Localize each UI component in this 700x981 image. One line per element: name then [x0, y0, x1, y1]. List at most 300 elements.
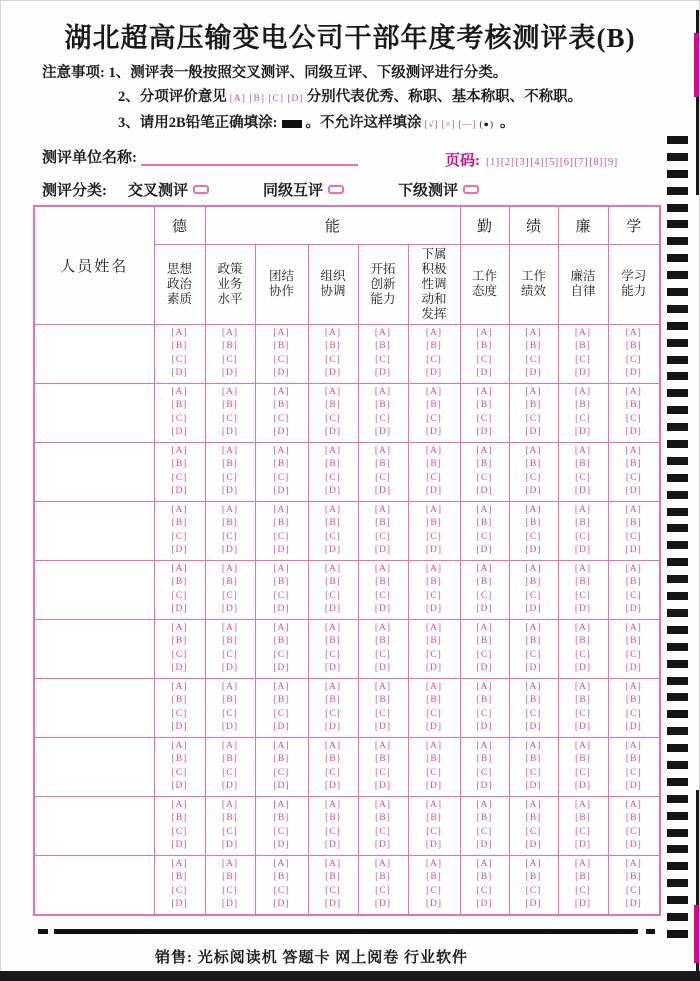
option-bubble[interactable]: [B] [476, 872, 493, 882]
option-bubble[interactable]: [A] [525, 327, 542, 338]
option-bubble[interactable]: [A] [476, 799, 493, 810]
option-bubble[interactable]: [B] [575, 341, 591, 351]
option-bubble[interactable]: [D] [425, 899, 443, 909]
option-bubble[interactable]: [A] [221, 799, 239, 810]
option-bubble[interactable]: [A] [625, 740, 642, 751]
option-bubble[interactable]: [A] [425, 858, 443, 869]
option-bubble[interactable]: [B] [273, 813, 290, 823]
option-bubble[interactable]: [B] [171, 459, 188, 469]
option-bubble[interactable]: [B] [325, 813, 341, 823]
option-bubble[interactable]: [B] [426, 577, 442, 587]
option-bubble[interactable]: [D] [374, 781, 392, 791]
person-name-cell[interactable] [34, 619, 154, 678]
option-bubble[interactable]: [B] [625, 459, 642, 469]
option-bubble[interactable]: [D] [625, 663, 642, 673]
option-bubble[interactable]: [C] [375, 590, 391, 601]
option-bubble[interactable]: [A] [574, 445, 592, 456]
option-bubble[interactable]: [A] [574, 858, 592, 869]
option-bubble[interactable]: [D] [374, 545, 392, 555]
option-bubble[interactable]: [B] [222, 518, 238, 528]
option-bubble[interactable]: [D] [425, 722, 443, 732]
option-bubble[interactable]: [A] [625, 386, 642, 397]
option-bubble[interactable]: [A] [525, 563, 542, 574]
option-bubble[interactable]: [A] [273, 681, 290, 692]
option-bubble[interactable]: [B] [625, 400, 642, 410]
option-bubble[interactable]: [B] [625, 872, 642, 882]
option-bubble[interactable]: [B] [375, 341, 391, 351]
option-bubble[interactable]: [C] [273, 649, 290, 660]
option-bubble[interactable]: [D] [273, 486, 290, 496]
option-bubble[interactable]: [B] [375, 695, 391, 705]
option-bubble[interactable]: [D] [574, 604, 592, 614]
option-bubble[interactable]: [A] [273, 386, 290, 397]
option-bubble[interactable]: [B] [476, 577, 493, 587]
option-bubble[interactable]: [A] [374, 504, 392, 515]
option-bubble[interactable]: [B] [525, 754, 542, 764]
option-bubble[interactable]: [B] [476, 459, 493, 469]
option-bubble[interactable]: [D] [324, 545, 342, 555]
option-bubble[interactable]: [C] [426, 413, 442, 424]
option-bubble[interactable]: [D] [221, 427, 239, 437]
option-bubble[interactable]: [C] [273, 826, 290, 837]
option-bubble[interactable]: [C] [525, 413, 542, 424]
option-bubble[interactable]: [B] [171, 813, 188, 823]
option-bubble[interactable]: [D] [374, 486, 392, 496]
option-bubble[interactable]: [D] [525, 427, 542, 437]
option-bubble[interactable]: [D] [476, 899, 493, 909]
option-bubble[interactable]: [A] [425, 681, 443, 692]
option-bubble[interactable]: [B] [476, 341, 493, 351]
option-bubble[interactable]: [A] [525, 504, 542, 515]
option-bubble[interactable]: [B] [476, 695, 493, 705]
option-bubble[interactable]: [A] [374, 445, 392, 456]
option-bubble[interactable]: [A] [324, 563, 342, 574]
option-bubble[interactable]: [B] [426, 695, 442, 705]
option-bubble[interactable]: [D] [425, 368, 443, 378]
option-bubble[interactable]: [A] [374, 622, 392, 633]
option-bubble[interactable]: [D] [425, 427, 443, 437]
option-bubble[interactable]: [B] [476, 754, 493, 764]
option-bubble[interactable]: [A] [574, 563, 592, 574]
option-bubble[interactable]: [D] [525, 840, 542, 850]
option-bubble[interactable]: [C] [426, 590, 442, 601]
option-bubble[interactable]: [B] [273, 341, 290, 351]
option-bubble[interactable]: [C] [525, 708, 542, 719]
option-bubble[interactable]: [A] [221, 563, 239, 574]
option-bubble[interactable]: [A] [273, 504, 290, 515]
option-bubble[interactable]: [C] [325, 767, 341, 778]
option-bubble[interactable]: [C] [222, 708, 238, 719]
option-bubble[interactable]: [A] [525, 386, 542, 397]
option-bubble[interactable]: [A] [324, 740, 342, 751]
option-bubble[interactable]: [D] [476, 840, 493, 850]
option-bubble[interactable]: [C] [171, 708, 188, 719]
option-bubble[interactable]: [B] [273, 577, 290, 587]
option-bubble[interactable]: [A] [525, 445, 542, 456]
option-bubble[interactable]: [C] [222, 885, 238, 896]
option-bubble[interactable]: [C] [273, 531, 290, 542]
option-bubble[interactable]: [C] [525, 590, 542, 601]
option-bubble[interactable]: [D] [273, 781, 290, 791]
option-bubble[interactable]: [D] [171, 899, 188, 909]
person-name-cell[interactable] [34, 855, 154, 915]
option-bubble[interactable]: [C] [426, 531, 442, 542]
option-bubble[interactable]: [B] [426, 872, 442, 882]
option-bubble[interactable]: [A] [374, 563, 392, 574]
option-bubble[interactable]: [C] [476, 472, 493, 483]
option-bubble[interactable]: [C] [171, 826, 188, 837]
option-bubble[interactable]: [B] [625, 813, 642, 823]
option-bubble[interactable]: [B] [625, 341, 642, 351]
option-bubble[interactable]: [A] [425, 327, 443, 338]
option-bubble[interactable]: [A] [374, 327, 392, 338]
option-bubble[interactable]: [C] [325, 354, 341, 365]
option-bubble[interactable]: [A] [574, 327, 592, 338]
option-bubble[interactable]: [B] [375, 872, 391, 882]
option-bubble[interactable]: [C] [575, 708, 591, 719]
option-bubble[interactable]: [D] [171, 840, 188, 850]
option-bubble[interactable]: [D] [374, 427, 392, 437]
option-bubble[interactable]: [C] [325, 413, 341, 424]
person-name-cell[interactable] [34, 324, 154, 383]
option-bubble[interactable]: [C] [476, 531, 493, 542]
option-bubble[interactable]: [C] [171, 649, 188, 660]
option-bubble[interactable]: [B] [222, 459, 238, 469]
option-bubble[interactable]: [A] [476, 445, 493, 456]
option-bubble[interactable]: [A] [574, 504, 592, 515]
option-bubble[interactable]: [A] [221, 504, 239, 515]
option-bubble[interactable]: [D] [425, 840, 443, 850]
option-bubble[interactable]: [D] [525, 604, 542, 614]
option-bubble[interactable]: [B] [625, 577, 642, 587]
option-bubble[interactable]: [A] [425, 740, 443, 751]
option-bubble[interactable]: [B] [222, 813, 238, 823]
option-bubble[interactable]: [C] [575, 885, 591, 896]
option-bubble[interactable]: [C] [575, 472, 591, 483]
option-bubble[interactable]: [D] [574, 427, 592, 437]
option-bubble[interactable]: [C] [525, 885, 542, 896]
option-bubble[interactable]: [C] [325, 590, 341, 601]
option-bubble[interactable]: [B] [525, 518, 542, 528]
option-bubble[interactable]: [D] [374, 899, 392, 909]
option-bubble[interactable]: [C] [325, 885, 341, 896]
option-bubble[interactable]: [C] [222, 826, 238, 837]
option-bubble[interactable]: [C] [325, 826, 341, 837]
option-bubble[interactable]: [A] [171, 858, 188, 869]
option-bubble[interactable]: [C] [575, 590, 591, 601]
option-bubble[interactable]: [A] [476, 858, 493, 869]
option-bubble[interactable]: [D] [476, 368, 493, 378]
option-bubble[interactable]: [C] [575, 354, 591, 365]
unit-name-input-line[interactable] [141, 150, 358, 166]
option-bubble[interactable]: [B] [525, 459, 542, 469]
option-bubble[interactable]: [B] [575, 813, 591, 823]
option-bubble[interactable]: [B] [476, 636, 493, 646]
option-bubble[interactable]: [D] [476, 722, 493, 732]
option-bubble[interactable]: [A] [476, 681, 493, 692]
option-bubble[interactable]: [C] [625, 590, 642, 601]
option-bubble[interactable]: [A] [171, 622, 188, 633]
option-bubble[interactable]: [D] [574, 781, 592, 791]
option-bubble[interactable]: [C] [222, 413, 238, 424]
option-bubble[interactable]: [A] [525, 740, 542, 751]
option-bubble[interactable]: [C] [375, 708, 391, 719]
option-bubble[interactable]: [B] [325, 577, 341, 587]
option-bubble[interactable]: [B] [525, 341, 542, 351]
option-bubble[interactable]: [D] [476, 545, 493, 555]
option-bubble[interactable]: [C] [476, 708, 493, 719]
option-bubble[interactable]: [D] [171, 722, 188, 732]
option-bubble[interactable]: [D] [171, 427, 188, 437]
option-bubble[interactable]: [D] [574, 486, 592, 496]
option-bubble[interactable]: [D] [171, 663, 188, 673]
option-bubble[interactable]: [D] [273, 663, 290, 673]
option-bubble[interactable]: [C] [273, 590, 290, 601]
option-bubble[interactable]: [C] [625, 708, 642, 719]
option-bubble[interactable]: [A] [476, 740, 493, 751]
option-bubble[interactable]: [D] [374, 604, 392, 614]
option-bubble[interactable]: [A] [574, 386, 592, 397]
option-bubble[interactable]: [C] [325, 531, 341, 542]
page-digit-bubble[interactable]: [9] [604, 157, 618, 168]
option-bubble[interactable]: [A] [324, 858, 342, 869]
option-bubble[interactable]: [C] [476, 649, 493, 660]
option-bubble[interactable]: [B] [476, 518, 493, 528]
option-bubble[interactable]: [C] [222, 472, 238, 483]
option-bubble[interactable]: [D] [324, 486, 342, 496]
option-bubble[interactable]: [A] [476, 386, 493, 397]
option-bubble[interactable]: [A] [425, 799, 443, 810]
person-name-cell[interactable] [34, 383, 154, 442]
option-bubble[interactable]: [D] [324, 722, 342, 732]
option-bubble[interactable]: [C] [273, 413, 290, 424]
option-bubble[interactable]: [D] [574, 722, 592, 732]
option-bubble[interactable]: [B] [575, 577, 591, 587]
option-bubble[interactable]: [C] [325, 472, 341, 483]
option-bubble[interactable]: [C] [426, 767, 442, 778]
option-bubble[interactable]: [D] [625, 368, 642, 378]
person-name-cell[interactable] [34, 737, 154, 796]
option-bubble[interactable]: [A] [425, 622, 443, 633]
option-bubble[interactable]: [B] [273, 518, 290, 528]
option-bubble[interactable]: [B] [222, 400, 238, 410]
option-bubble[interactable]: [A] [221, 622, 239, 633]
option-bubble[interactable]: [A] [324, 622, 342, 633]
option-bubble[interactable]: [A] [324, 445, 342, 456]
option-bubble[interactable]: [B] [222, 754, 238, 764]
option-bubble[interactable]: [B] [325, 695, 341, 705]
option-bubble[interactable]: [C] [525, 649, 542, 660]
option-bubble[interactable]: [D] [374, 840, 392, 850]
option-bubble[interactable]: [C] [625, 649, 642, 660]
option-bubble[interactable]: [C] [426, 472, 442, 483]
option-bubble[interactable]: [C] [575, 826, 591, 837]
page-digit-bubble[interactable]: [7] [574, 157, 589, 168]
option-bubble[interactable]: [B] [525, 636, 542, 646]
option-bubble[interactable]: [C] [222, 354, 238, 365]
option-bubble[interactable]: [B] [171, 754, 188, 764]
option-bubble[interactable]: [D] [625, 722, 642, 732]
option-bubble[interactable]: [D] [324, 604, 342, 614]
option-bubble[interactable]: [B] [222, 695, 238, 705]
option-bubble[interactable]: [A] [625, 799, 642, 810]
option-bubble[interactable]: [D] [324, 840, 342, 850]
option-bubble[interactable]: [B] [375, 813, 391, 823]
option-bubble[interactable]: [D] [425, 781, 443, 791]
option-bubble[interactable]: [C] [171, 767, 188, 778]
option-bubble[interactable]: [B] [426, 518, 442, 528]
option-bubble[interactable]: [D] [221, 781, 239, 791]
option-bubble[interactable]: [B] [625, 636, 642, 646]
option-bubble[interactable]: [A] [425, 563, 443, 574]
option-bubble[interactable]: [D] [425, 545, 443, 555]
option-bubble[interactable]: [A] [171, 799, 188, 810]
option-bubble[interactable]: [A] [324, 504, 342, 515]
option-bubble[interactable]: [A] [273, 327, 290, 338]
option-bubble[interactable]: [A] [171, 386, 188, 397]
checkbox-subordinate-eval[interactable] [463, 185, 479, 194]
option-bubble[interactable]: [B] [171, 695, 188, 705]
option-bubble[interactable]: [D] [221, 486, 239, 496]
option-bubble[interactable]: [C] [171, 354, 188, 365]
option-bubble[interactable]: [D] [525, 899, 542, 909]
option-bubble[interactable]: [D] [221, 840, 239, 850]
page-digit-bubble[interactable]: [6] [559, 157, 574, 168]
option-bubble[interactable]: [A] [324, 327, 342, 338]
option-bubble[interactable]: [B] [325, 636, 341, 646]
option-bubble[interactable]: [A] [221, 681, 239, 692]
option-bubble[interactable]: [C] [375, 472, 391, 483]
option-bubble[interactable]: [B] [625, 695, 642, 705]
option-bubble[interactable]: [C] [476, 767, 493, 778]
page-digit-bubble[interactable]: [2] [500, 157, 515, 168]
option-bubble[interactable]: [A] [525, 858, 542, 869]
option-bubble[interactable]: [B] [171, 400, 188, 410]
option-bubble[interactable]: [B] [426, 400, 442, 410]
option-bubble[interactable]: [A] [574, 622, 592, 633]
option-bubble[interactable]: [B] [575, 695, 591, 705]
option-bubble[interactable]: [A] [374, 386, 392, 397]
option-bubble[interactable]: [D] [273, 368, 290, 378]
option-bubble[interactable]: [D] [574, 840, 592, 850]
option-bubble[interactable]: [C] [625, 531, 642, 542]
option-bubble[interactable]: [A] [625, 445, 642, 456]
option-bubble[interactable]: [D] [273, 427, 290, 437]
option-bubble[interactable]: [D] [273, 899, 290, 909]
option-bubble[interactable]: [C] [525, 354, 542, 365]
option-bubble[interactable]: [B] [171, 872, 188, 882]
page-digit-bubble[interactable]: [5] [545, 157, 559, 168]
option-bubble[interactable]: [B] [375, 577, 391, 587]
option-bubble[interactable]: [A] [574, 799, 592, 810]
option-bubble[interactable]: [B] [426, 636, 442, 646]
option-bubble[interactable]: [A] [374, 740, 392, 751]
option-bubble[interactable]: [D] [324, 663, 342, 673]
option-bubble[interactable]: [C] [222, 590, 238, 601]
option-bubble[interactable]: [A] [574, 740, 592, 751]
option-bubble[interactable]: [B] [525, 695, 542, 705]
option-bubble[interactable]: [A] [425, 504, 443, 515]
option-bubble[interactable]: [A] [221, 327, 239, 338]
option-bubble[interactable]: [C] [273, 885, 290, 896]
option-bubble[interactable]: [D] [374, 368, 392, 378]
option-bubble[interactable]: [A] [273, 563, 290, 574]
option-bubble[interactable]: [C] [426, 354, 442, 365]
option-bubble[interactable]: [D] [525, 663, 542, 673]
checkbox-cross-eval[interactable] [193, 185, 209, 194]
option-bubble[interactable]: [A] [625, 681, 642, 692]
option-bubble[interactable]: [C] [171, 590, 188, 601]
option-bubble[interactable]: [C] [426, 885, 442, 896]
option-bubble[interactable]: [C] [222, 649, 238, 660]
option-bubble[interactable]: [A] [625, 858, 642, 869]
option-bubble[interactable]: [C] [426, 649, 442, 660]
option-bubble[interactable]: [C] [273, 354, 290, 365]
option-bubble[interactable]: [B] [575, 459, 591, 469]
option-bubble[interactable]: [C] [575, 531, 591, 542]
option-bubble[interactable]: [D] [324, 781, 342, 791]
option-bubble[interactable]: [D] [221, 368, 239, 378]
option-bubble[interactable]: [B] [325, 518, 341, 528]
option-bubble[interactable]: [B] [273, 695, 290, 705]
option-bubble[interactable]: [B] [375, 518, 391, 528]
option-bubble[interactable]: [D] [625, 604, 642, 614]
option-bubble[interactable]: [C] [625, 472, 642, 483]
option-bubble[interactable]: [D] [171, 486, 188, 496]
option-bubble[interactable]: [B] [273, 872, 290, 882]
option-bubble[interactable]: [B] [222, 636, 238, 646]
option-bubble[interactable]: [C] [575, 649, 591, 660]
option-bubble[interactable]: [D] [374, 722, 392, 732]
option-bubble[interactable]: [A] [525, 799, 542, 810]
person-name-cell[interactable] [34, 501, 154, 560]
option-bubble[interactable]: [A] [221, 386, 239, 397]
option-bubble[interactable]: [C] [575, 413, 591, 424]
option-bubble[interactable]: [D] [574, 545, 592, 555]
page-digit-bubble[interactable]: [8] [589, 157, 603, 168]
option-bubble[interactable]: [B] [476, 813, 493, 823]
option-bubble[interactable]: [A] [625, 622, 642, 633]
option-bubble[interactable]: [D] [273, 840, 290, 850]
option-bubble[interactable]: [C] [426, 826, 442, 837]
option-bubble[interactable]: [A] [625, 563, 642, 574]
option-bubble[interactable]: [B] [575, 518, 591, 528]
person-name-cell[interactable] [34, 678, 154, 737]
option-bubble[interactable]: [B] [426, 813, 442, 823]
option-bubble[interactable]: [B] [525, 813, 542, 823]
option-bubble[interactable]: [A] [171, 740, 188, 751]
option-bubble[interactable]: [D] [625, 486, 642, 496]
option-bubble[interactable]: [C] [625, 767, 642, 778]
option-bubble[interactable]: [B] [273, 636, 290, 646]
option-bubble[interactable]: [C] [525, 472, 542, 483]
option-bubble[interactable]: [A] [476, 327, 493, 338]
option-bubble[interactable]: [B] [375, 459, 391, 469]
option-bubble[interactable]: [A] [171, 504, 188, 515]
option-bubble[interactable]: [D] [221, 604, 239, 614]
option-bubble[interactable]: [C] [525, 767, 542, 778]
option-bubble[interactable]: [B] [575, 872, 591, 882]
option-bubble[interactable]: [C] [375, 826, 391, 837]
option-bubble[interactable]: [D] [425, 486, 443, 496]
option-bubble[interactable]: [D] [171, 781, 188, 791]
option-bubble[interactable]: [A] [574, 681, 592, 692]
option-bubble[interactable]: [B] [625, 754, 642, 764]
option-bubble[interactable]: [C] [625, 413, 642, 424]
option-bubble[interactable]: [B] [426, 341, 442, 351]
option-bubble[interactable]: [D] [525, 722, 542, 732]
checkbox-peer-eval[interactable] [328, 185, 344, 194]
